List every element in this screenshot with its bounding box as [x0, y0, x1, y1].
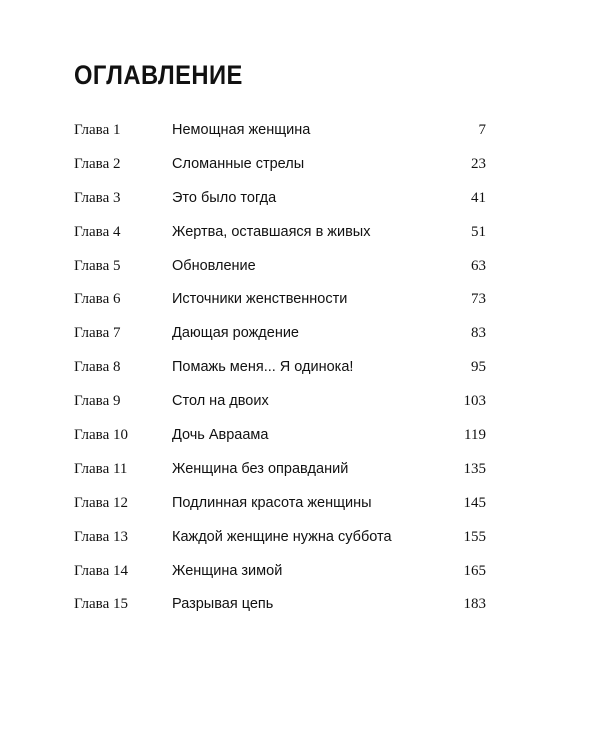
toc-entry	[74, 154, 486, 188]
toc-page-number: 83	[471, 325, 486, 342]
toc-entry	[74, 561, 486, 595]
toc-chapter-number: Глава 15	[74, 596, 128, 613]
toc-chapter-title: Обновление	[172, 257, 256, 274]
toc-chapter-title: Каждой женщине нужна суббота	[172, 528, 392, 545]
toc-chapter-title: Разрывая цепь	[172, 596, 274, 613]
toc-entry	[74, 323, 486, 357]
toc-entry	[74, 357, 486, 391]
toc-chapter-title: Женщина зимой	[172, 562, 283, 579]
toc-entry	[74, 120, 486, 154]
toc-page-number: 165	[463, 562, 486, 579]
toc-entry	[74, 493, 486, 527]
toc-chapter-number: Глава 10	[74, 427, 128, 444]
toc-chapter-number: Глава 11	[74, 460, 128, 477]
toc-page-number: 103	[463, 393, 486, 410]
toc-page-number: 135	[463, 460, 486, 477]
toc-page-number: 23	[471, 155, 486, 172]
toc-entry	[74, 188, 486, 222]
toc-chapter-title: Сломанные стрелы	[172, 155, 305, 172]
toc-page-number: 119	[464, 427, 486, 444]
toc-entry	[74, 527, 486, 561]
toc-list	[74, 120, 486, 628]
toc-page-number: 155	[463, 528, 486, 545]
toc-entry	[74, 391, 486, 425]
toc-entry	[74, 289, 486, 323]
toc-page-number: 63	[471, 257, 486, 274]
toc-chapter-title: Женщина без оправданий	[172, 460, 349, 477]
toc-chapter-number: Глава 9	[74, 393, 121, 410]
toc-chapter-number: Глава 4	[74, 223, 121, 240]
toc-heading: ОГЛАВЛЕНИЕ	[74, 60, 243, 90]
toc-chapter-title: Немощная женщина	[172, 122, 311, 138]
toc-page-number: 73	[471, 291, 486, 308]
toc-chapter-number: Глава 1	[74, 122, 121, 138]
toc-chapter-title: Жертва, оставшаяся в живых	[172, 223, 371, 240]
toc-chapter-number: Глава 13	[74, 528, 128, 545]
toc-entry	[74, 222, 486, 256]
toc-chapter-number: Глава 7	[74, 325, 121, 342]
toc-page-number: 183	[463, 596, 486, 613]
toc-entry	[74, 594, 486, 628]
toc-page-number: 51	[471, 223, 486, 240]
toc-chapter-number: Глава 14	[74, 562, 128, 579]
toc-chapter-number: Глава 12	[74, 494, 128, 511]
toc-chapter-number: Глава 5	[74, 257, 121, 274]
toc-chapter-title: Стол на двоих	[172, 393, 269, 410]
toc-chapter-title: Подлинная красота женщины	[172, 494, 372, 511]
toc-chapter-title: Дающая рождение	[172, 325, 299, 342]
toc-page-number: 145	[463, 494, 486, 511]
toc-chapter-title: Источники женственности	[172, 291, 348, 308]
toc-page-number: 41	[471, 189, 486, 206]
toc-chapter-number: Глава 3	[74, 189, 121, 206]
toc-entry	[74, 425, 486, 459]
toc-entry	[74, 256, 486, 290]
toc-chapter-number: Глава 6	[74, 291, 121, 308]
toc-chapter-title: Это было тогда	[172, 189, 277, 206]
toc-chapter-number: Глава 8	[74, 359, 121, 376]
toc-page-number: 95	[471, 359, 486, 376]
toc-chapter-number: Глава 2	[74, 155, 121, 172]
toc-chapter-title: Помажь меня... Я одинока!	[172, 359, 354, 376]
toc-entry	[74, 459, 486, 493]
toc-chapter-title: Дочь Авраама	[172, 427, 269, 444]
toc-page-number: 7	[478, 122, 486, 138]
